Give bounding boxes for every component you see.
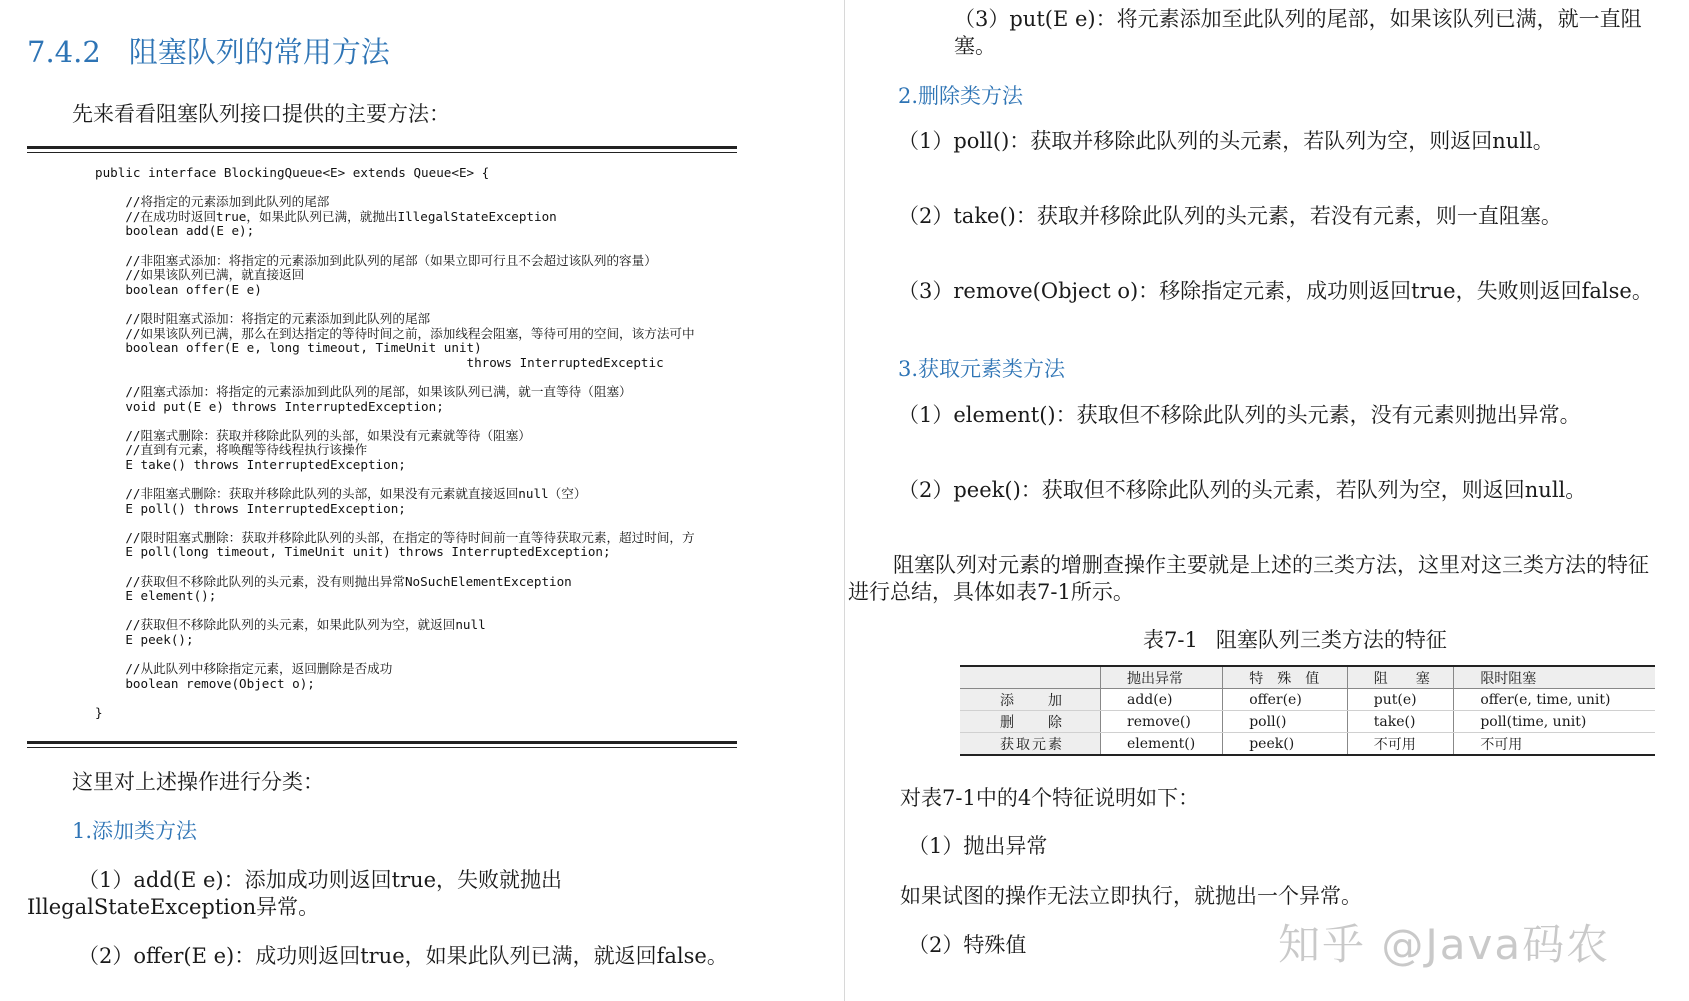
table-row-header: 添 加: [960, 689, 1101, 711]
left-page: [0, 0, 840, 1001]
add-method-1-line2: IllegalStateException异常。: [27, 895, 320, 919]
table-row: [960, 711, 1655, 733]
right-page: [848, 0, 1689, 1001]
table-caption-number: 表7-1: [1143, 628, 1198, 652]
intro-text: 先来看看阻塞队列接口提供的主要方法：: [72, 102, 450, 126]
table-cell: poll(): [1223, 711, 1348, 733]
get-method-1: （1）element()：获取但不移除此队列的头元素，没有元素则抛出异常。: [898, 403, 1581, 427]
put-method-3: （3）put(E e)：将元素添加至此队列的尾部，如果该队列已满，就一直阻塞。: [954, 7, 1642, 58]
feature-2-heading: （2）特殊值: [908, 933, 1027, 957]
get-method-2: （2）peek()：获取但不移除此队列的头元素，若队列为空，则返回null。: [898, 478, 1587, 502]
table-header-cell: 特 殊 值: [1223, 666, 1348, 689]
table-caption-title: 阻塞队列三类方法的特征: [1215, 628, 1447, 652]
table-cell: 不可用: [1347, 733, 1454, 756]
code-block: [27, 146, 737, 744]
section-heading: [27, 30, 390, 71]
add-method-2: （2）offer(E e)：成功则返回true，如果此队列已满，就返回false。: [78, 944, 728, 968]
table-cell: take(): [1347, 711, 1454, 733]
explain-text: 对表7-1中的4个特征说明如下：: [900, 786, 1200, 810]
table-header-cell: 限时阻塞: [1454, 666, 1655, 689]
table-cell: element(): [1101, 733, 1223, 756]
code-bottom-rule: [27, 741, 737, 748]
section-number: 7.4.2: [27, 35, 101, 69]
table-cell: offer(e): [1223, 689, 1348, 711]
table-cell: poll(time, unit): [1454, 711, 1655, 733]
table-row: [960, 689, 1655, 711]
remove-method-1: （1）poll()：获取并移除此队列的头元素，若队列为空，则返回null。: [898, 129, 1554, 153]
table-row-header: 获取元素: [960, 733, 1101, 756]
table-cell: put(e): [1347, 689, 1454, 711]
zhihu-watermark: 知乎 @Java码农: [1278, 920, 1611, 969]
remove-method-3: （3）remove(Object o)：移除指定元素，成功则返回true，失败则返回false。: [898, 279, 1653, 303]
table-cell: add(e): [1101, 689, 1223, 711]
feature-1-heading: （1）抛出异常: [908, 834, 1048, 858]
table-header-cell: 阻 塞: [1347, 666, 1454, 689]
code-listing: public interface BlockingQueue<E> extends Queue<E> { //将指定的元素添加到此队列的尾部 //在成功时返回true，如果此队列已满，就抛出IllegalStateException boolean add(E e); //非阻塞式添加：将指定的元素添加到此队列的尾部（如果立即可行且不会超过该队列的容量） //如果该队列已满，就直接返回 boolean offer(E e) //限时阻塞式添加：将指定的元素添加到此队列的尾部 //如果该队列已满，那么在到达指定的等待时间之前，添加线程会阻塞，等待可用的空间，该方法可中 boolean offer(E e, long timeout, TimeUnit unit) throws InterruptedExceptic //阻塞式添加：将指定的元素添加到此队列的尾部，如果该队列已满，就一直等待（阻塞） void put(E e) throws InterruptedException; //阻塞式删除：获取并移除此队列的头部，如果没有元素就等待（阻塞） //直到有元素，将唤醒等待线程执行该操作 E take() throws InterruptedException; //非阻塞式删除：获取并移除此队列的头部，如果没有元素就直接返回null（空） E poll() throws InterruptedException; //限时阻塞式删除：获取并移除此队列的头部，在指定的等待时间前一直等待获取元素，超过时间，方 E poll(long timeout, TimeUnit unit) throws InterruptedException; //获取但不移除此队列的头元素，没有则抛出异常NoSuchElementException E element(); //获取但不移除此队列的头元素，如果此队列为空，就返回null E peek(); //从此队列中移除指定元素，返回删除是否成功 boolean remove(Object o); }: [95, 166, 695, 720]
classify-text: 这里对上述操作进行分类：: [72, 770, 324, 794]
table-cell: offer(e, time, unit): [1454, 689, 1655, 711]
heading-remove-methods: 2.删除类方法: [898, 84, 1024, 108]
summary-text: 阻塞队列对元素的增删查操作主要就是上述的三类方法，这里对这三类方法的特征进行总结，具体如表7-1所示。: [848, 553, 1649, 604]
table-header-cell: [960, 666, 1101, 689]
table-header-row: [960, 666, 1655, 689]
table-header-cell: 抛出异常: [1101, 666, 1223, 689]
table-cell: peek(): [1223, 733, 1348, 756]
section-title: 阻塞队列的常用方法: [128, 35, 390, 69]
remove-method-2: （2）take()：获取并移除此队列的头元素，若没有元素，则一直阻塞。: [898, 204, 1562, 228]
features-table: [960, 665, 1655, 756]
put-method-text: [894, 6, 1674, 60]
table-cell: 不可用: [1454, 733, 1655, 756]
heading-get-methods: 3.获取元素类方法: [898, 357, 1066, 381]
heading-add-methods: 1.添加类方法: [72, 819, 198, 843]
table-row-header: 删 除: [960, 711, 1101, 733]
feature-1-description: 如果试图的操作无法立即执行，就抛出一个异常。: [900, 884, 1362, 908]
add-method-1-line1: （1）add(E e)：添加成功则返回true，失败就抛出: [78, 868, 563, 892]
table-cell: remove(): [1101, 711, 1223, 733]
table-row: [960, 733, 1655, 756]
page-divider: [844, 0, 845, 1001]
table-caption: [1143, 624, 1447, 654]
